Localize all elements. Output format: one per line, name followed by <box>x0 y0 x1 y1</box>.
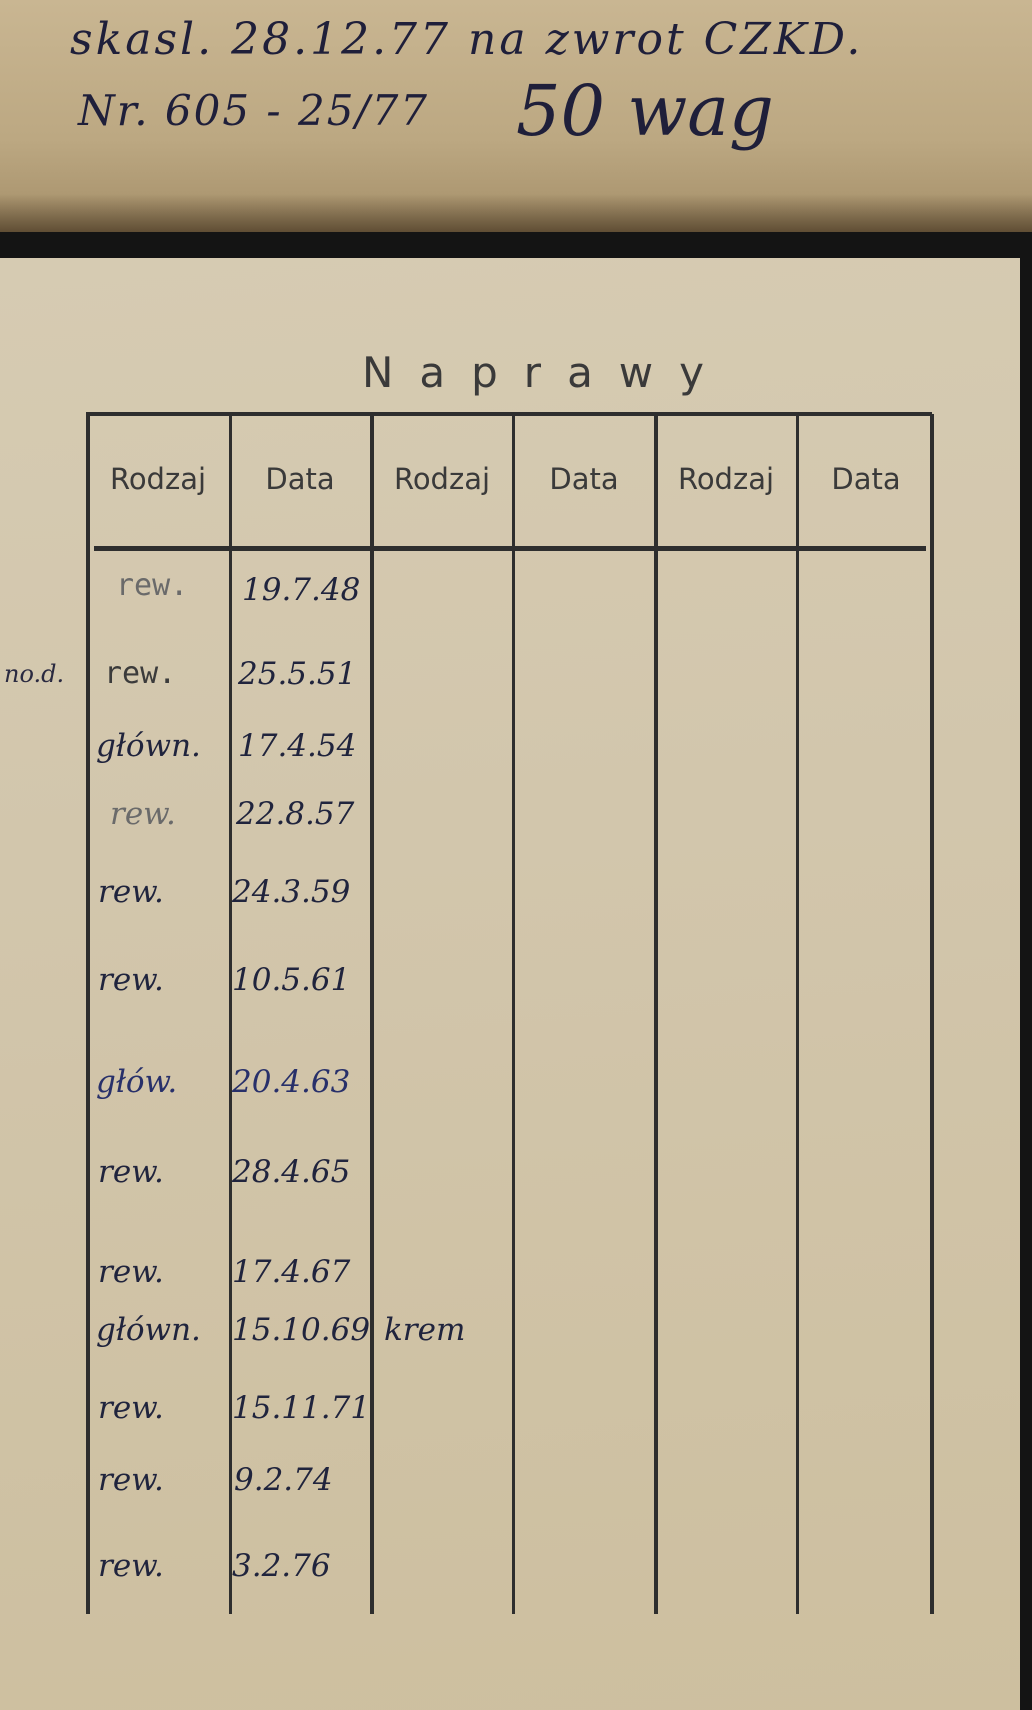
row-13-date: 3.2.76 <box>232 1548 331 1584</box>
row-12-type: rew. <box>98 1462 164 1498</box>
row-2-type: rew. <box>104 656 177 691</box>
row-11-type: rew. <box>98 1390 164 1426</box>
row-1-type: rew. <box>116 568 189 603</box>
table-top-rule <box>86 412 932 416</box>
row-3-type: główn. <box>96 728 201 764</box>
col-header-type-3: Rodzaj <box>677 462 775 496</box>
row-1-date: 19.7.48 <box>242 572 361 608</box>
table-border-right <box>930 414 934 1614</box>
row-2-date: 25.5.51 <box>238 656 357 692</box>
row-9-type: rew. <box>98 1254 164 1290</box>
table-divider-3 <box>512 414 515 1614</box>
row-11-date: 15.11.71 <box>232 1390 371 1426</box>
table-header-rule <box>94 546 926 551</box>
row-8-type: rew. <box>98 1154 164 1190</box>
margin-note: no.d. <box>4 660 65 688</box>
col-header-date-1: Data <box>265 462 335 496</box>
row-7-date: 20.4.63 <box>232 1064 351 1100</box>
row-10-date: 15.10.69 <box>232 1312 371 1348</box>
table-divider-2 <box>370 414 374 1614</box>
col-header-date-3: Data <box>831 462 901 496</box>
table-divider-5 <box>796 414 799 1614</box>
card-title: Naprawy <box>361 348 731 397</box>
note-line-1: skasl. 28.12.77 na zwrot CZKD. <box>70 14 864 65</box>
table-divider-1 <box>229 414 232 1614</box>
row-8-date: 28.4.65 <box>232 1154 351 1190</box>
row-9-date: 17.4.67 <box>232 1254 351 1290</box>
row-12-date: 9.2.74 <box>234 1462 333 1498</box>
row-3-date: 17.4.54 <box>238 728 357 764</box>
note-count: 50 wag <box>516 70 774 152</box>
col-header-type-2: Rodzaj <box>393 462 491 496</box>
table-border-left <box>86 414 90 1614</box>
note-line-2: Nr. 605 - 25/77 <box>78 86 430 135</box>
row-6-date: 10.5.61 <box>232 962 351 998</box>
row-5-type: rew. <box>98 874 164 910</box>
row-6-type: rew. <box>98 962 164 998</box>
col-header-type-1: Rodzaj <box>109 462 207 496</box>
row-4-date: 22.8.57 <box>236 796 355 832</box>
row-5-date: 24.3.59 <box>232 874 351 910</box>
row-4-type: rew. <box>110 796 176 832</box>
col-header-date-2: Data <box>549 462 619 496</box>
row-7-type: głów. <box>96 1064 178 1100</box>
handwritten-note-strip <box>0 0 1032 232</box>
row-10-extra-entry: krem <box>384 1312 466 1348</box>
row-13-type: rew. <box>98 1548 164 1584</box>
row-10-type: główn. <box>96 1312 201 1348</box>
table-divider-4 <box>654 414 658 1614</box>
